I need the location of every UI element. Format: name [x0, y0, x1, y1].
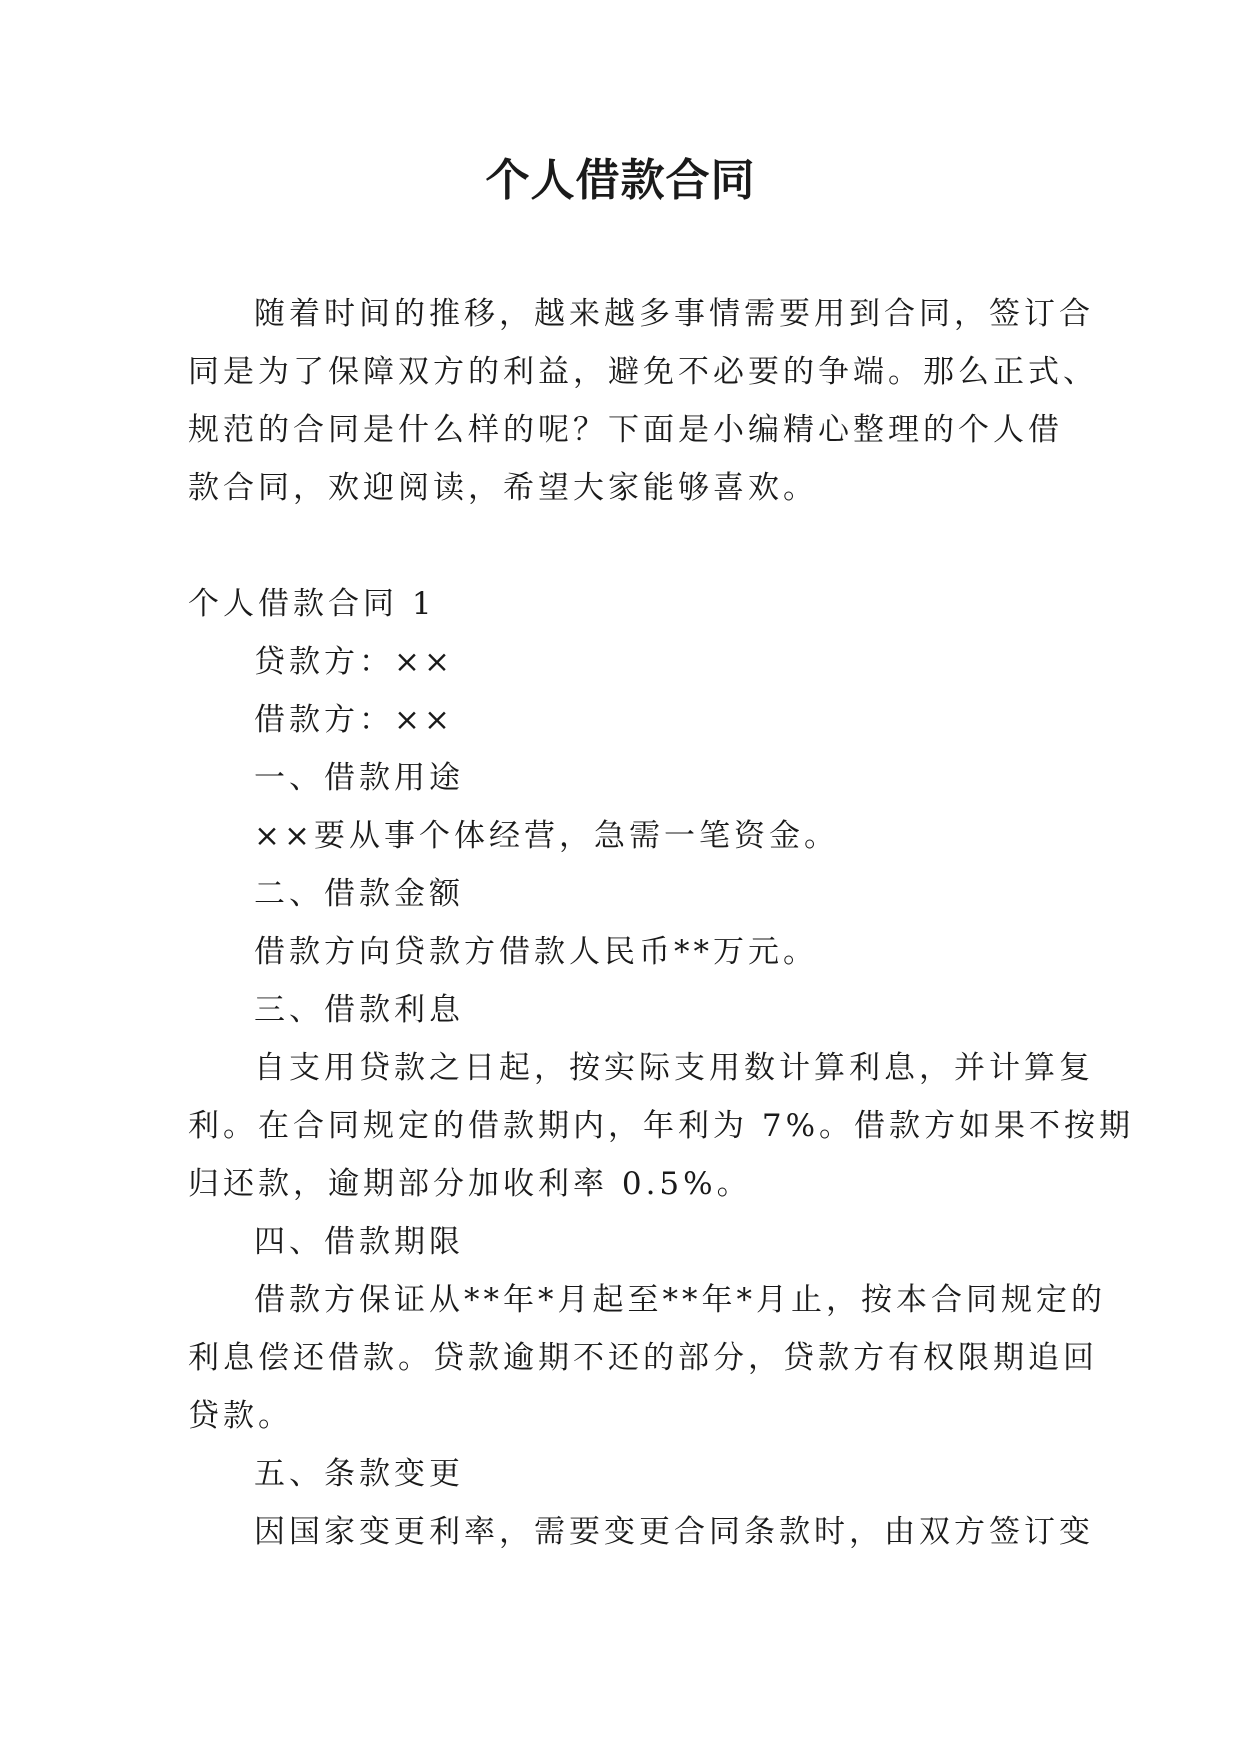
clause-heading: 一、借款用途 — [254, 760, 464, 796]
clause-text: 贷款。 — [188, 1398, 293, 1434]
clause-heading: 三、借款利息 — [254, 992, 464, 1028]
intro-line: 同是为了保障双方的利益，避免不必要的争端。那么正式、 — [188, 354, 1098, 390]
lender-line: 贷款方：×× — [254, 644, 454, 680]
clause-heading: 五、条款变更 — [254, 1456, 464, 1492]
paragraph-gap — [188, 517, 1066, 575]
clause-heading: 二、借款金额 — [254, 876, 464, 912]
intro-line: 规范的合同是什么样的呢？下面是小编精心整理的个人借 — [188, 412, 1063, 448]
clause-text: 归还款，逾期部分加收利率 0.5%。 — [188, 1166, 752, 1202]
clause-text: 利。在合同规定的借款期内，年利为 7%。借款方如果不按期 — [188, 1108, 1135, 1144]
clause-text: 因国家变更利率，需要变更合同条款时，由双方签订变 — [254, 1514, 1094, 1550]
clause-text: ××要从事个体经营，急需一笔资金。 — [254, 818, 839, 854]
clause-heading: 四、借款期限 — [254, 1224, 464, 1260]
section-heading: 个人借款合同 1 — [188, 586, 436, 622]
document-title: 个人借款合同 — [485, 155, 756, 206]
intro-line: 随着时间的推移，越来越多事情需要用到合同，签订合 — [254, 296, 1094, 332]
intro-line: 款合同，欢迎阅读，希望大家能够喜欢。 — [188, 470, 818, 506]
document-body — [188, 285, 1135, 1561]
clause-text: 借款方保证从**年*月起至**年*月止，按本合同规定的 — [254, 1282, 1106, 1318]
clause-text: 自支用贷款之日起，按实际支用数计算利息，并计算复 — [254, 1050, 1094, 1086]
clause-text: 利息偿还借款。贷款逾期不还的部分，贷款方有权限期追回 — [188, 1340, 1098, 1376]
borrower-line: 借款方：×× — [254, 702, 454, 738]
clause-text: 借款方向贷款方借款人民币**万元。 — [254, 934, 818, 970]
